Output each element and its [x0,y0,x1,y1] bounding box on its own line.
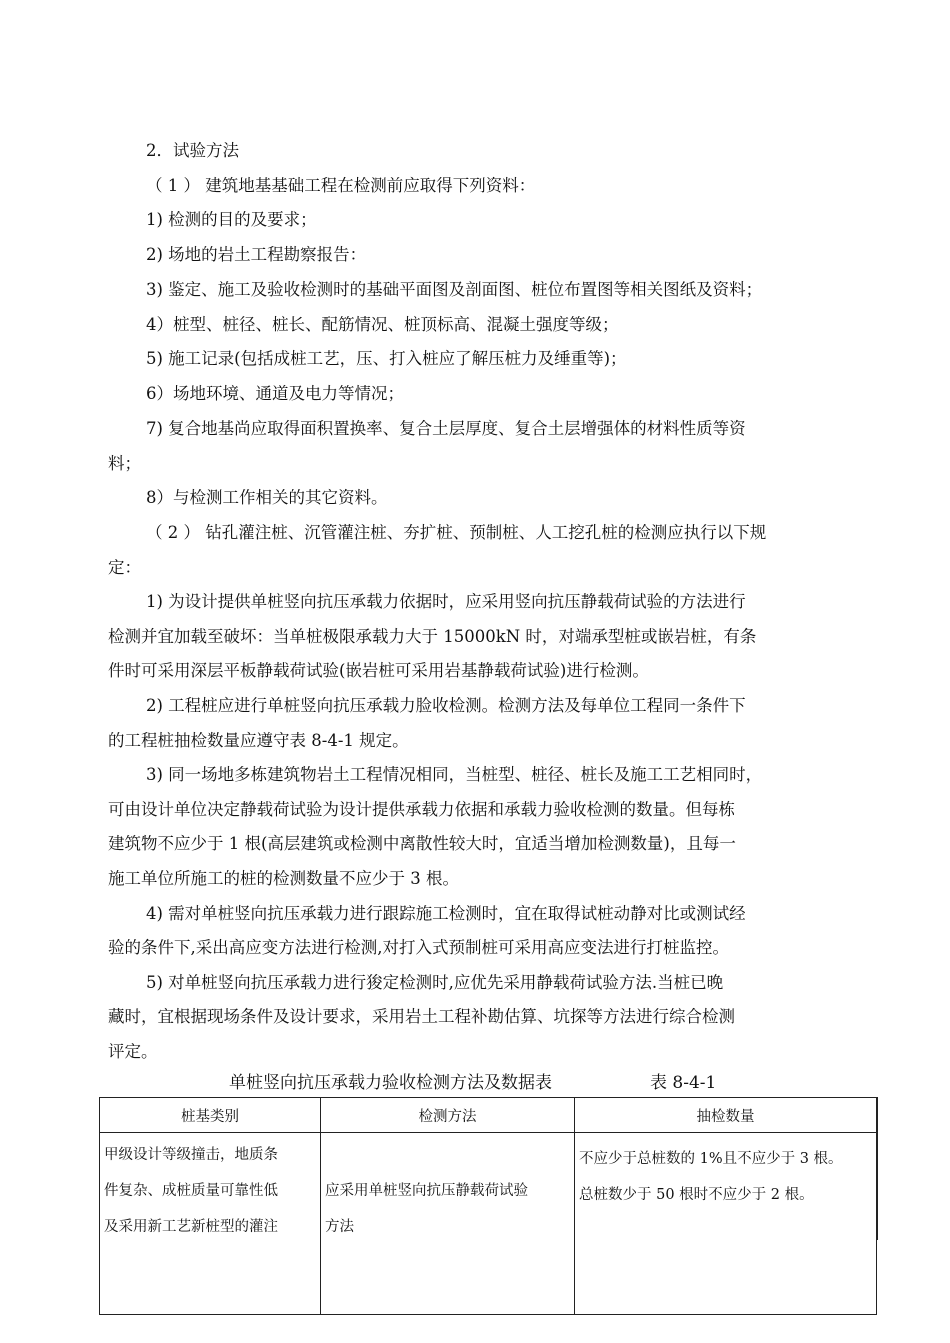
data-table [99,1097,877,1315]
paragraph-line: 验的条件下,采出高应变方法进行检测,对打入式预制桩可采用高应变法进行打桩监控。 [108,938,729,957]
table-caption: 单桩竖向抗压承载力验收检测方法及数据表 [229,1073,552,1093]
paragraph-line: 定： [108,558,141,577]
list-item: 6）场地环境、通道及电力等情况； [146,384,404,403]
paragraph-line: 料； [108,454,141,473]
column-header: 检测方法 [321,1098,575,1133]
paragraph-line: 施工单位所施工的桩的检测数量不应少于 3 根。 [108,869,459,888]
list-item: 2) 场地的岩土工程勘察报告： [146,245,367,264]
column-header: 抽检数量 [575,1098,877,1133]
table-row [100,1133,877,1315]
list-item: 1) 检测的目的及要求； [146,210,317,229]
cell-text: 方法 [325,1219,354,1235]
paragraph-line: 的工程桩抽检数量应遵守表 8-4-1 规定。 [108,731,409,750]
table-cell-quantity [575,1133,877,1315]
paragraph-line: 评定。 [108,1042,158,1061]
cell-text: 总桩数少于 50 根时不应少于 2 根。 [579,1187,814,1203]
table-number: 表 8-4-1 [650,1073,717,1093]
list-item: 4）桩型、桩径、桩长、配筋情况、桩顶标高、混凝土强度等级； [146,315,619,334]
cell-text: 及采用新工艺新桩型的灌注 [104,1219,278,1235]
cell-text: 应采用单桩竖向抗压静载荷试验 [325,1183,528,1199]
list-item: 5) 施工记录(包括成桩工艺，压、打入桩应了解压桩力及缍重等)； [146,349,627,368]
list-item: 3) 同一场地多栋建筑物岩土工程情况相同，当桩型、桩径、桩长及施工工艺相同时， [146,765,763,784]
paragraph-line: 件时可采用深层平板静载荷试验(嵌岩桩可采用岩基静载荷试验)进行检测。 [108,661,649,680]
paragraph-line: 建筑物不应少于 1 根(高层建筑或检测中离散性较大时，宜适当增加检测数量)，且每一 [108,834,736,853]
table-cell-category [100,1133,321,1315]
list-item: 3) 鉴定、施工及验收检测时的基础平面图及剖面图、桩位布置图等相关图纸及资料； [146,280,763,299]
paragraph-line: （ 1 ） 建筑地基基础工程在检测前应取得下列资料： [146,176,536,195]
cell-text: 甲级设计等级撞击，地质条 [104,1147,278,1163]
list-item: 4) 需对单桩竖向抗压承载力进行跟踪施工检测时，宜在取得试桩动静对比或测试经 [146,904,746,923]
list-item: 2) 工程桩应进行单桩竖向抗压承载力脸收检测。检测方法及每单位工程同一条件下 [146,696,746,715]
table-border [876,1097,878,1240]
list-item: 1) 为设计提供单桩竖向抗压承载力依据时，应采用竖向抗压静载荷试验的方法进行 [146,592,746,611]
list-item: 5) 对单桩竖向抗压承载力进行狻定检测时,应优先采用静载荷试验方法.当桩已晚 [146,973,724,992]
paragraph-line: （ 2 ） 钻孔灌注桩、沉管灌注桩、夯扩桩、预制桩、人工挖孔桩的检测应执行以下规 [146,523,767,542]
cell-text: 件复杂、成桩质量可靠性低 [104,1183,278,1199]
paragraph-line: 检测并宜加载至破坏：当单桩极限承载力大于 15000kN 时，对端承型桩或嵌岩桩，有条 [108,627,757,646]
cell-text: 不应少于总桩数的 1%且不应少于 3 根。 [579,1151,843,1167]
section-heading: 2．试验方法 [146,141,239,160]
table-cell-method [321,1133,575,1315]
table-header-row [100,1098,877,1133]
paragraph-line: 藏时，宜根据现场条件及设计要求，采用岩土工程补勘估算、坑探等方法进行综合检测 [108,1007,735,1026]
list-item: 8）与检测工作相关的其它资料。 [146,488,388,507]
column-header: 桩基类别 [100,1098,321,1133]
list-item: 7) 复合地基尚应取得面积置换率、复合土层厚度、复合土层增强体的材料性质等资 [146,419,746,438]
paragraph-line: 可由设计单位决定静载荷试验为设计提供承载力依据和承载力验收检测的数量。但每栋 [108,800,735,819]
